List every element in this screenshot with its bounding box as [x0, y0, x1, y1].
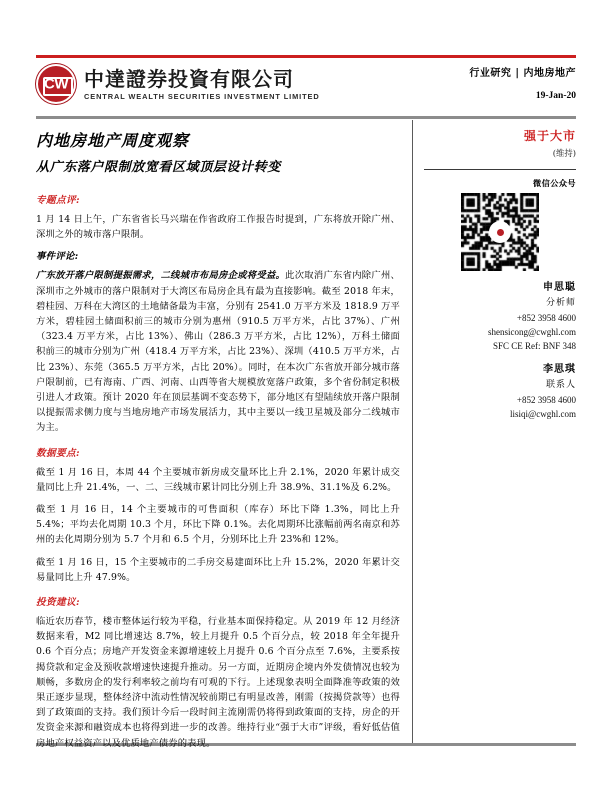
section-heading-event: 事件评论: [36, 251, 79, 263]
contact-phone[interactable]: +852 3958 4600 [516, 395, 576, 406]
company-name-cn: 中達證券投資有限公司 [84, 66, 294, 91]
wechat-label: 微信公众号 [533, 178, 576, 189]
page-title: 内地房地产周度观察 [36, 131, 190, 150]
analyst-secondary [424, 361, 576, 421]
paragraph-data-1: 截至 1 月 16 日，本周 44 个主要城市新房成交量环比上升 2.1%，2020 年累计成交量同比上升 21.4%，一、二、三线城市累计同比分别上升 38.9%、31.1%及 6.2%。 [36, 466, 400, 493]
cw-logo-icon [36, 64, 76, 104]
contact-email[interactable]: lisiqi@cwghl.com [509, 409, 576, 420]
masthead-rule [36, 116, 576, 119]
section-heading-topic: 专题点评: [36, 195, 80, 206]
company-name-block [84, 67, 320, 102]
section-heading-data: 数据要点: [36, 447, 80, 459]
paragraph-topic: 1 月 14 日上午，广东省省长马兴瑞在作省政府工作报告时提到，广东将放开除广州、深圳之外的城市落户限制。 [36, 214, 400, 241]
wechat-qr-code-icon[interactable] [461, 193, 539, 271]
sidebar [424, 124, 576, 421]
company-name-en: CENTRAL WEALTH SECURITIES INVESTMENT LIMITED [84, 91, 320, 101]
paragraph-data-2: 截至 1 月 16 日，14 个主要城市的可售面积（库存）环比下降 1.3%，同比上升 5.4%；平均去化周期 10.3 个月，环比下降 0.1%。去化周期环比涨幅前两名南京和苏州的去化周期分别为 5.7 个月和 6.5 个月，分别环比上升 23%和 12%。 [36, 504, 400, 546]
report-date: 19-Jan-20 [535, 91, 576, 101]
event-lede: 广东放开落户限制提振需求，二线城市布局房企或将受益。 [36, 270, 286, 282]
column-divider [412, 120, 413, 744]
analyst-primary [424, 279, 576, 353]
company-logo [36, 64, 320, 104]
sector-label: 行业研究 | 内地房地产 [469, 68, 576, 79]
main-content [36, 124, 400, 758]
analyst-phone[interactable]: +852 3958 4600 [516, 313, 576, 324]
analyst-role: 分析师 [545, 298, 576, 309]
analyst-name: 申思聪 [543, 282, 576, 294]
sidebar-rule [424, 169, 576, 170]
paragraph-data-3: 截至 1 月 16 日，15 个主要城市的二手房交易建面环比上升 15.2%，2020 年累计交易量同比上升 47.9%。 [36, 556, 400, 583]
cw-logo-text: CW [44, 75, 68, 93]
qr-center-logo-icon [490, 222, 510, 242]
event-body: 此次取消广东省内除广州、深圳市之外城市的落户限制对于大湾区布局房企具有最为直接影响。截至 2018 年末，碧桂园、万科在大湾区的土地储备最为丰富，分别有 2541.0 万平方米及 1818.9 万平方米，碧桂园土储面积前三的城市分别为惠州（910.5 万平方米，占比 37%）、广州（323.4 万平方米，占比 13%）、佛山（286.3 万平方米，占比 12%），万科土储面积前三的城市分别为广州（418.4 万平方米，占比 23%）、深圳（410.5 万平方米，占比 23%）、东莞（365.5 万平方米，占比 20%）。同时，在本次广东省放开部分城市落户限制前，已有海南、广西、河南、山西等省大规模放宽落户政策，多个省份制定积极引进人才政策。预计 2020 年在顶层基调不变态势下，部分地区有望陆续放开落户限制以提振需求侧力度与当地房地产市场发展活力，其中主要以一线卫星城及部分二线城市为主。 [36, 270, 400, 434]
paragraph-advice: 临近农历春节，楼市整体运行较为平稳，行业基本面保持稳定。从 2019 年 12 月经济数据来看，M2 同比增速达 8.7%，较上月提升 0.5 个百分点，较 2018 年全年提升 0.6 个百分点；房地产开发资金来源增速较上月提升 0.6 个百分点至 7.6%，主要系按揭贷款和定金及预收款增速快速提升推动。另一方面，近期房企境内外发债情况也较为顺畅，多数房企的发行利率较之前均有可观的下行。上述现象表明全面降准等政策的效果正逐步显现，整体经济中流动性情况较前期已有明显改善，刚需（按揭贷款等）也得到了政策面的支持。我们预计今后一段时间主流刚需仍将得到政策面的支持，房企的开发资金来源和融资成本也将得到进一步的改善。维持行业“强于大市”评级，看好低估值房地产权益资产以及优质地产债券的表现。 [36, 616, 400, 749]
analyst-email[interactable]: shensicong@cwghl.com [487, 327, 576, 338]
contact-role: 联系人 [545, 380, 576, 391]
contact-name: 李思琪 [543, 364, 576, 376]
rating-note: (维持) [552, 148, 576, 158]
analyst-license: SFC CE Ref: BNF 348 [492, 341, 576, 352]
rating-value: 强于大市 [523, 129, 576, 143]
paragraph-event [36, 268, 400, 435]
header-meta [469, 66, 576, 105]
section-heading-advice: 投资建议: [36, 597, 80, 609]
masthead [36, 62, 576, 112]
page-subtitle: 从广东落户限制放宽看区域顶层设计转变 [36, 160, 281, 175]
qr-code-holder [424, 193, 576, 271]
top-red-rule [36, 55, 576, 58]
